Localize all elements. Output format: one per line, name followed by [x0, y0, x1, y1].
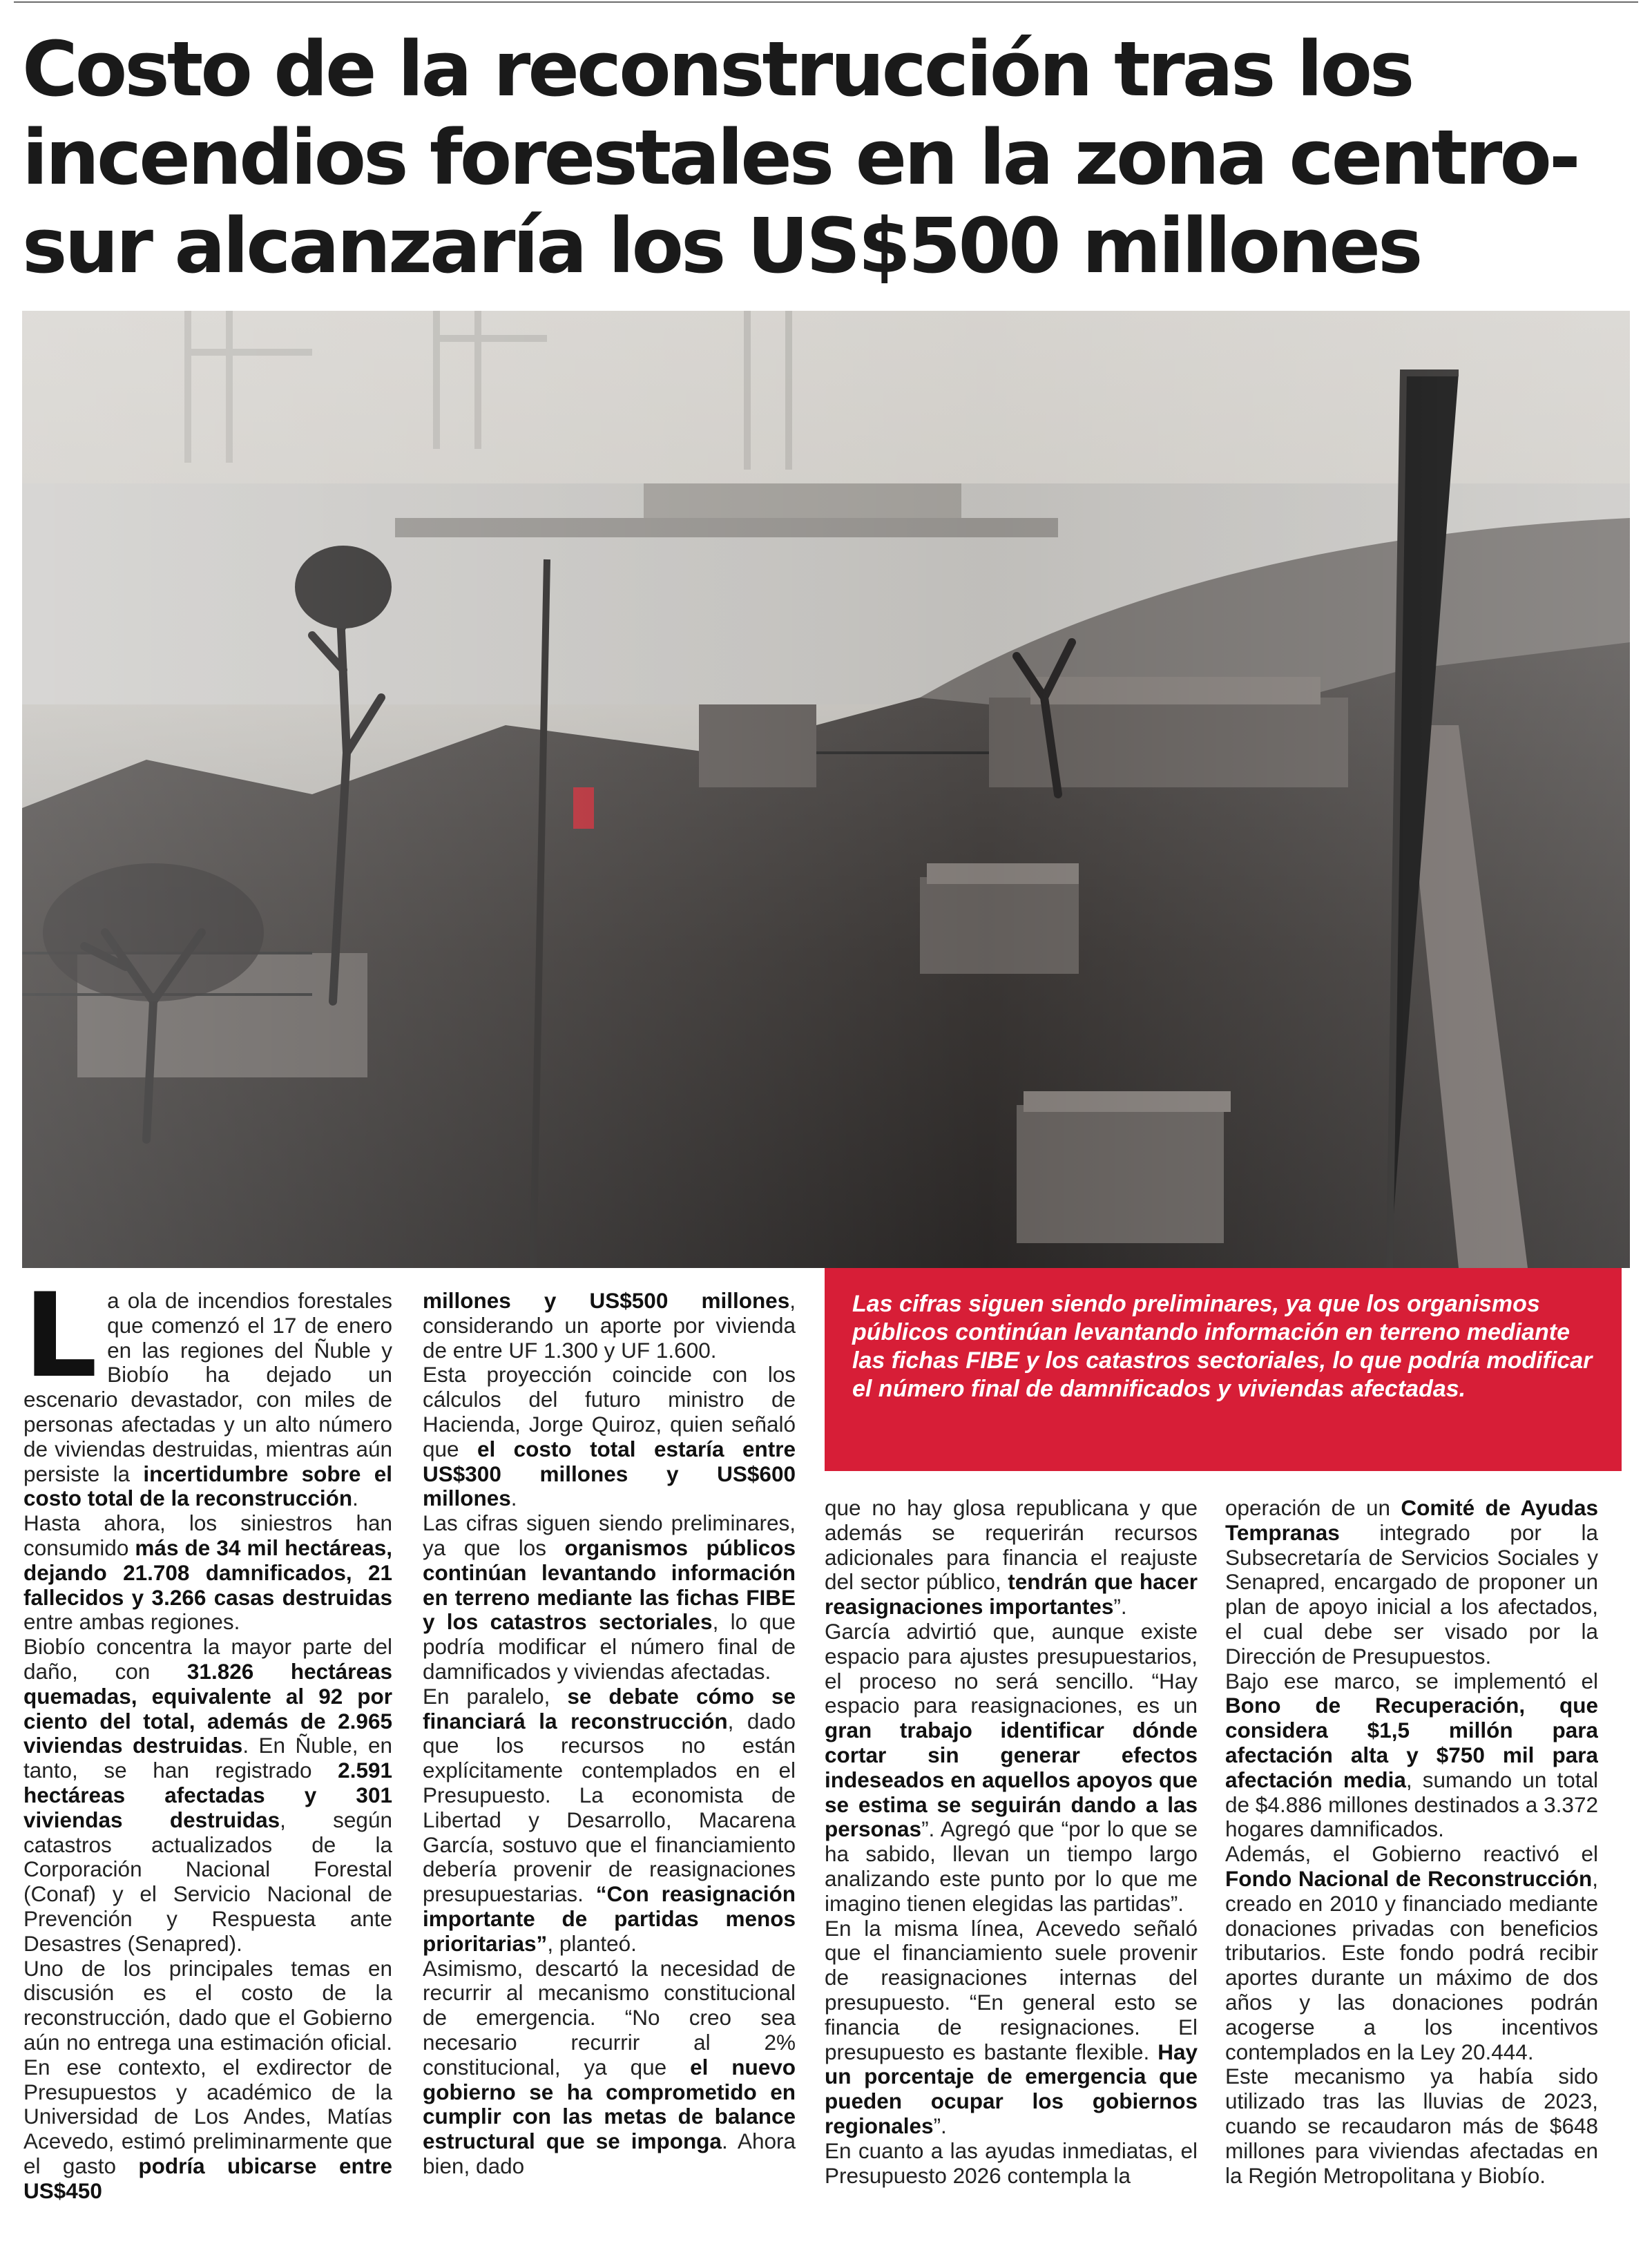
- text-run: operación de un: [1225, 1496, 1401, 1520]
- text-run: Asimismo, descartó la necesidad de recurrir al mecanismo constitucional de emergencia. “No creo sea necesario recurrir al 2% constitucional, ya que: [423, 1955, 796, 2080]
- text-run: a ola de incendios forestales que comenzó el 17 de enero en las regiones del Ñuble y Biobío ha dejado un escenario devastador, con miles de personas afectadas y un alto número de viviendas destruidas, mientras aún persiste la: [23, 1289, 392, 1486]
- article-photo: [22, 311, 1630, 1268]
- text-run: .: [352, 1486, 358, 1511]
- body-paragraph: [825, 1496, 1198, 1620]
- text-run: ”.: [933, 2113, 947, 2138]
- body-paragraph: [23, 1957, 392, 2204]
- text-run: , según catastros actualizados de la Corporación Nacional Forestal (Conaf) y el Servicio Nacional de Prevención y Respuesta ante Desastres (Senapred).: [23, 1807, 392, 1956]
- text-run: Las cifras siguen siendo preliminares, ya que los: [423, 1510, 796, 1560]
- top-rule: [14, 1, 1638, 3]
- body-paragraph: [825, 1620, 1198, 1917]
- text-run: En paralelo,: [423, 1683, 568, 1709]
- body-paragraph: [23, 1511, 392, 1635]
- bold-text: “Con reasignación importante de partidas menos prioritarias”: [423, 1881, 796, 1956]
- text-run: Este mecanismo ya había sido utilizado tras las lluvias de 2023, cuando se recaudaron más de $648 millones para viviendas afectadas en la Región Metropolitana y Biobío.: [1225, 2064, 1598, 2188]
- body-paragraph: [1225, 1842, 1598, 2064]
- body-paragraph: [825, 1917, 1198, 2139]
- text-run: .: [510, 1486, 517, 1511]
- body-column-3: [825, 1496, 1198, 2250]
- bold-text: se debate cómo se financiará la reconstrucción: [423, 1683, 796, 1733]
- dropcap: L: [23, 1289, 98, 1403]
- bold-text: tendrán que hacer reasignaciones importantes: [825, 1569, 1198, 1620]
- text-run: . En Ñuble, en tanto, se han registrado: [23, 1733, 392, 1783]
- bold-text: millones y US$500 millones: [423, 1289, 790, 1313]
- text-run: En cuanto a las ayudas inmediatas, el Presupuesto 2026 contempla la: [825, 2138, 1198, 2188]
- bold-text: organismos públicos continúan levantando información en terreno mediante las fichas FIBE y los catastros sectoriales: [423, 1535, 796, 1635]
- bold-text: Bono de Recuperación, que considera $1,5 millón para afectación alta y $750 mil para afectación media: [1225, 1693, 1598, 1792]
- body-paragraph: [423, 1289, 796, 1363]
- bold-text: Fondo Nacional de Reconstrucción: [1225, 1865, 1593, 1891]
- text-run: Hasta ahora, los siniestros han consumido: [23, 1510, 392, 1560]
- bold-text: el costo total estaría entre US$300 millones y US$600 millones: [423, 1436, 796, 1511]
- body-paragraph: [1225, 1496, 1598, 1669]
- text-run: Bajo ese marco, se implementó el: [1225, 1668, 1598, 1693]
- text-run: , considerando un aporte por vivienda de entre UF 1.300 y UF 1.600.: [423, 1289, 796, 1363]
- body-paragraph: [423, 1957, 796, 2179]
- text-run: . Ahora bien, dado: [423, 2129, 796, 2178]
- bold-text: más de 34 mil hectáreas, dejando 21.708 damnificados, 21 fallecidos y 3.266 casas destruidas: [23, 1535, 392, 1610]
- bold-text: el nuevo gobierno se ha comprometido en cumplir con las metas de balance estructural que se imponga: [423, 2054, 796, 2154]
- body-column-2: [423, 1289, 796, 2250]
- burned-hillside-photo-icon: [22, 311, 1630, 1268]
- text-run: ”. Agregó que “por lo que se ha sabido, llevan un tiempo largo analizando este punto por lo que me imagino tienen elegidas las partidas”.: [825, 1816, 1198, 1916]
- bold-text: Hay un porcentaje de emergencia que pueden ocupar los gobiernos regionales: [825, 2039, 1198, 2138]
- text-run: ”.: [1113, 1594, 1127, 1620]
- text-run: , dado que los recursos no están explícitamente contemplados en el Presupuesto. La economista de Libertad y Desarrollo, Macarena García, sostuvo que el financiamiento debería provenir de reasignaciones presupuestarias.: [423, 1708, 796, 1907]
- body-paragraph: [423, 1684, 796, 1957]
- body-column-1: [23, 1289, 392, 2250]
- bold-text: podría ubicarse entre US$450: [23, 2153, 392, 2203]
- text-run: , creado en 2010 y financiado mediante donaciones privadas con beneficios tributarios. Este fondo podrá recibir aportes durante un máximo de dos años y las donaciones podrán acogerse a los incentivos contemplados en la Ley 20.444.: [1225, 1865, 1598, 2064]
- callout-box: Las cifras siguen siendo preliminares, ya que los organismos públicos continúan levantando información en terreno mediante las fichas FIBE y los catastros sectoriales, lo que podría modificar el número final de damnificados y viviendas afectadas.: [825, 1268, 1622, 1471]
- bold-text: 31.826 hectáreas quemadas, equivalente al 92 por ciento del total, además de 2.965 viviendas destruidas: [23, 1658, 392, 1758]
- bold-text: 2.591 hectáreas afectadas y 301 viviendas destruidas: [23, 1758, 392, 1832]
- body-column-4: [1225, 1496, 1598, 2250]
- text-run: Uno de los principales temas en discusión es el costo de la reconstrucción, dado que el Gobierno aún no entrega una estimación oficial. En ese contexto, el exdirector de Presupuestos y académico de la Universidad de Los Andes, Matías Acevedo, estimó preliminarmente que el gasto: [23, 1955, 392, 2178]
- text-run: Además, el Gobierno reactivó el: [1225, 1841, 1598, 1867]
- bold-text: Comité de Ayudas Tempranas: [1225, 1496, 1598, 1545]
- text-run: García advirtió que, aunque existe espacio para ajustes presupuestarios, el proceso no será sencillo. “Hay espacio para reasignaciones, es un: [825, 1618, 1198, 1718]
- body-paragraph: [423, 1511, 796, 1684]
- body-paragraph: [23, 1635, 392, 1956]
- text-run: entre ambas regiones.: [23, 1609, 240, 1635]
- bold-text: gran trabajo identificar dónde cortar sin generar efectos indeseados en aquellos apoyos que se estima se seguirán dando a las personas: [825, 1718, 1198, 1842]
- text-run: Biobío concentra la mayor parte del daño, con: [23, 1634, 392, 1684]
- body-paragraph: [1225, 1669, 1598, 1843]
- bold-text: incertidumbre sobre el costo total de la reconstrucción: [23, 1461, 392, 1511]
- body-paragraph: [1225, 2064, 1598, 2188]
- body-paragraph: [825, 2139, 1198, 2189]
- text-run: , planteó.: [547, 1930, 637, 1956]
- text-run: que no hay glosa republicana y que además se requerirán recursos adicionales para financia el reajuste del sector público,: [825, 1496, 1198, 1595]
- text-run: , lo que podría modificar el número final de damnificados y viviendas afectadas.: [423, 1609, 796, 1684]
- text-run: , sumando un total de $4.886 millones destinados a 3.372 hogares damnificados.: [1225, 1767, 1598, 1842]
- body-paragraph: [423, 1363, 796, 1511]
- headline: Costo de la reconstrucción tras los incendios forestales en la zona centro-sur alcanzaría los US$500 millones: [22, 25, 1578, 290]
- text-run: Esta proyección coincide con los cálculos del futuro ministro de Hacienda, Jorge Quiroz, quien señaló que: [423, 1362, 796, 1461]
- text-run: integrado por la Subsecretaría de Servicios Sociales y Senapred, encargado de proponer un plan de apoyo inicial a los afectados, el cual debe ser visado por la Dirección de Presupuestos.: [1225, 1519, 1598, 1669]
- text-run: En la misma línea, Acevedo señaló que el financiamiento suele provenir de reasignaciones internas del presupuesto. “En general esto se financia de resignaciones. El presupuesto es bastante flexible.: [825, 1915, 1198, 2064]
